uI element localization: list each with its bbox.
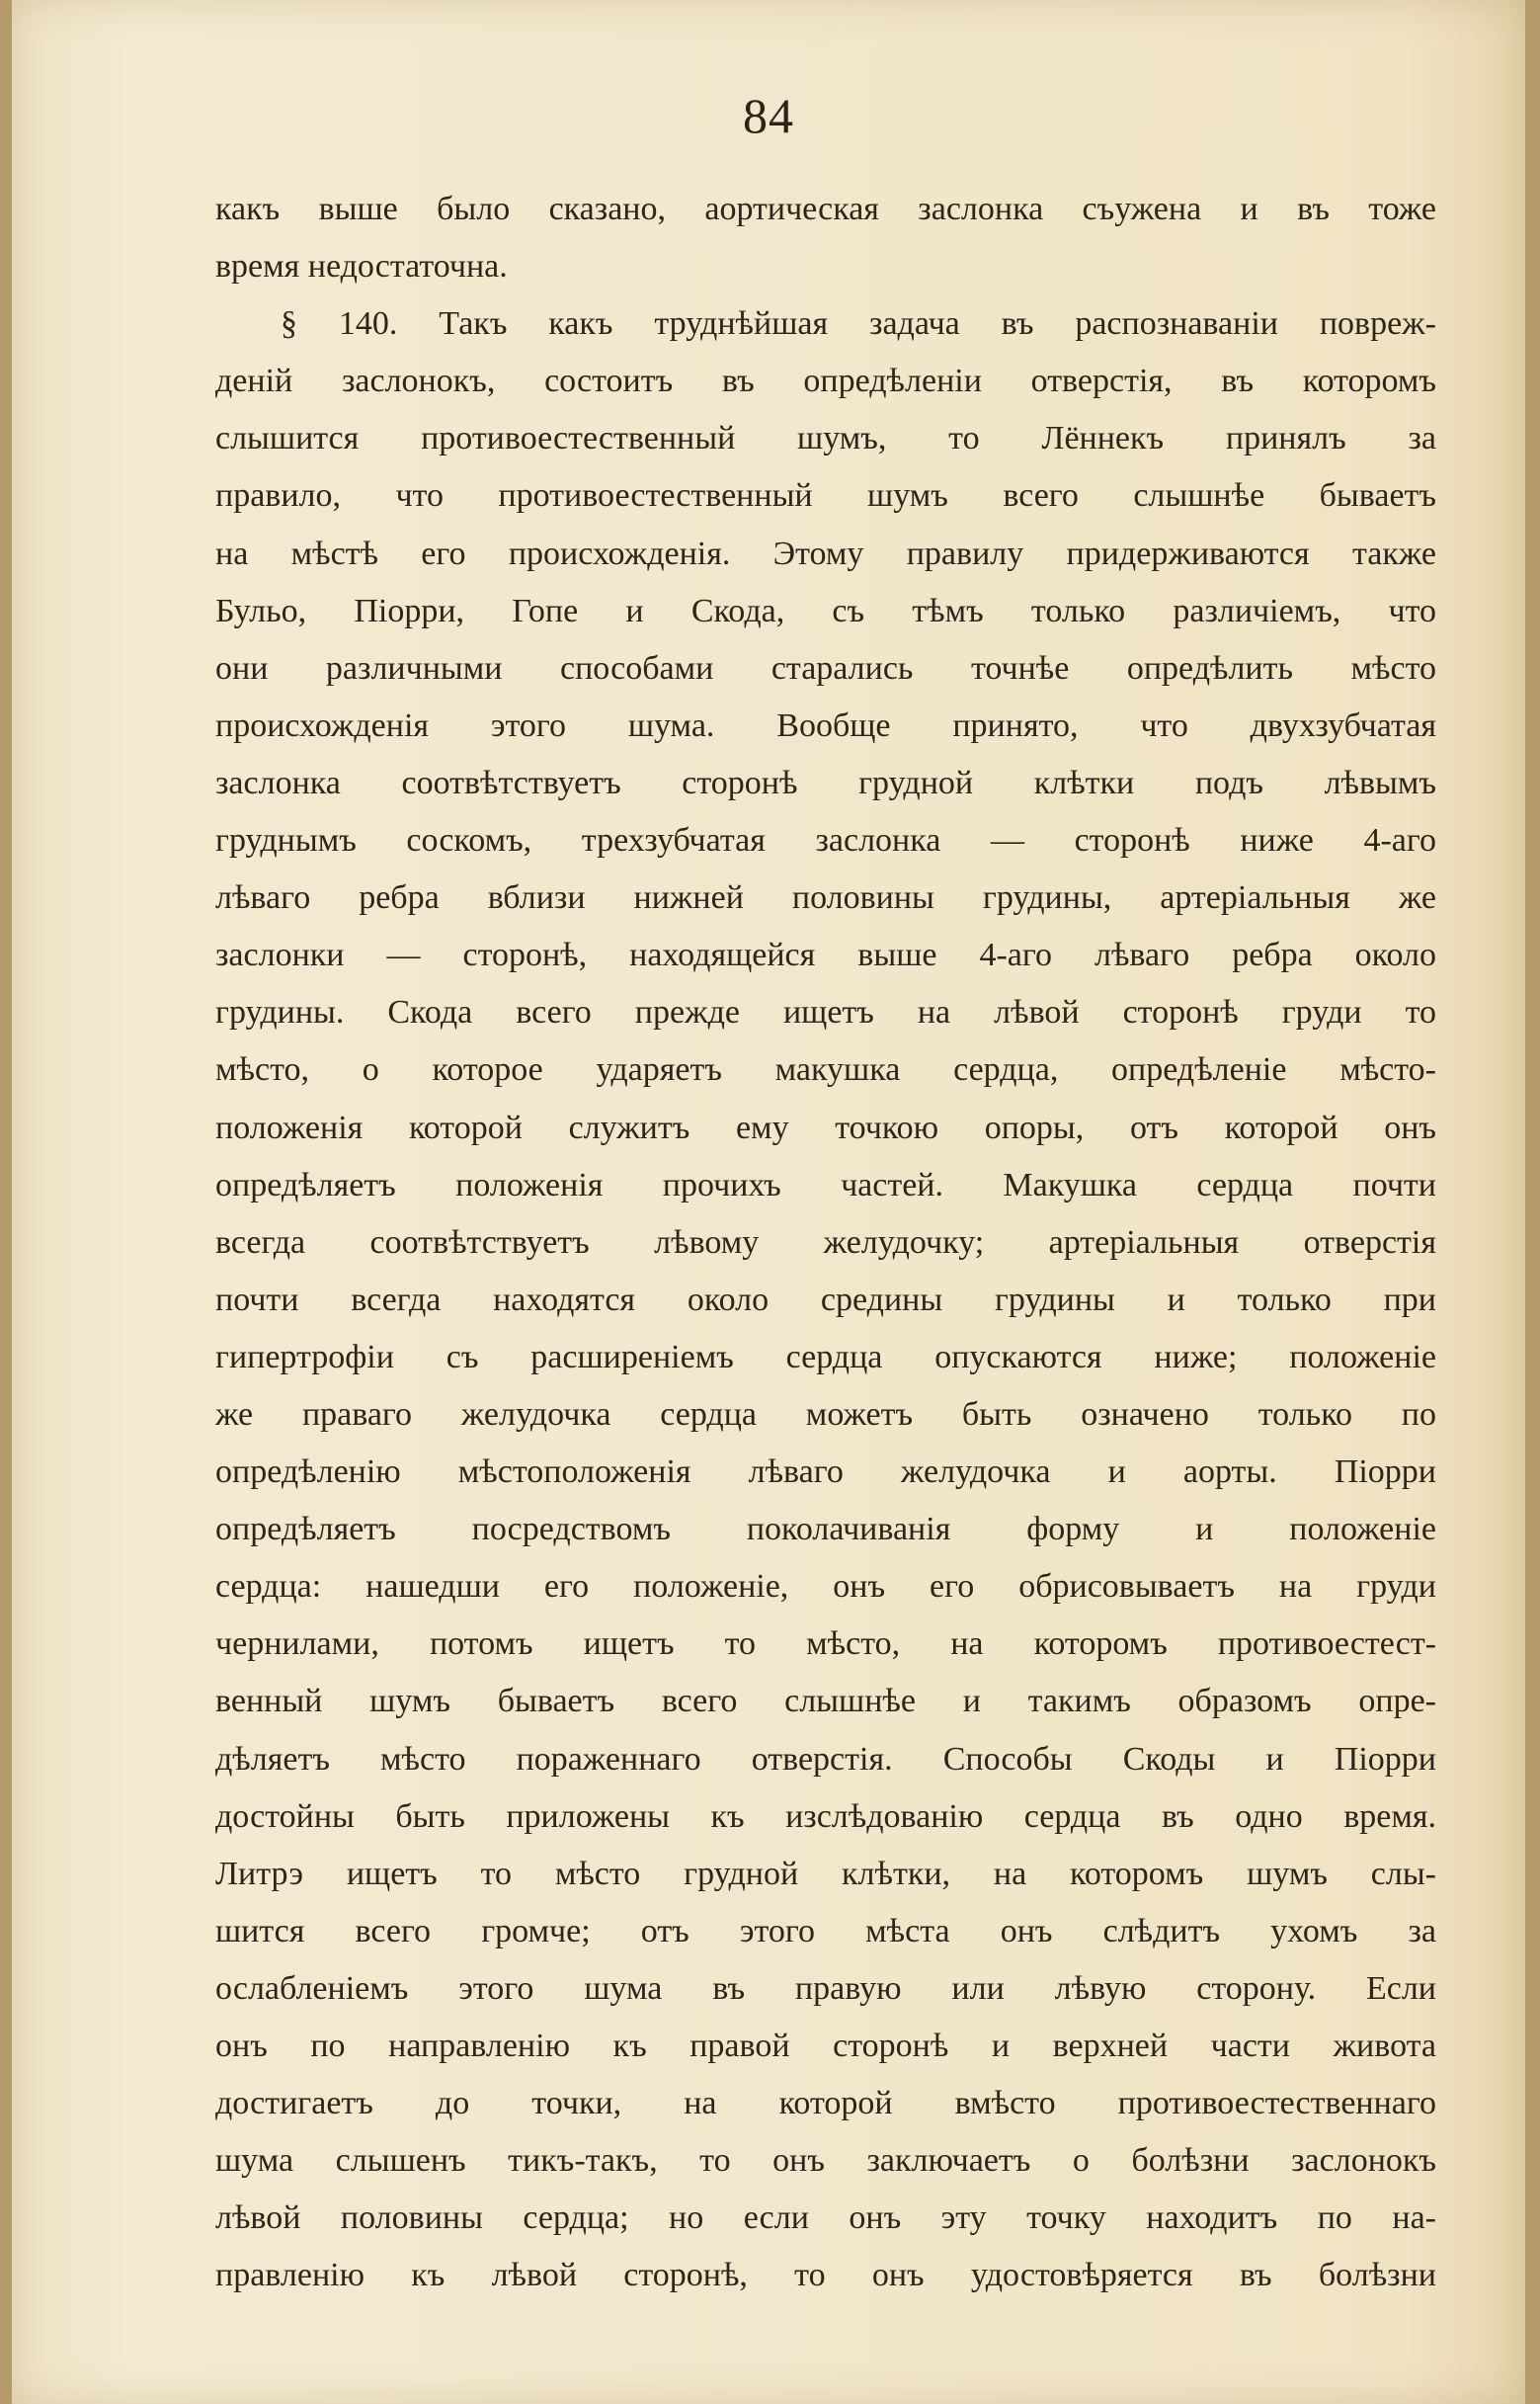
text-line: чернилами, потомъ ищетъ то мѣсто, на которомъ противоестест-: [215, 1625, 1436, 1663]
text-line: же праваго желудочка сердца можетъ быть означено только по: [215, 1395, 1436, 1433]
page-number: 84: [743, 88, 794, 143]
book-page: [12, 0, 1525, 2404]
body-text: [215, 181, 1436, 2304]
text-line: всегда соотвѣтствуетъ лѣвому желудочку; артеріальныя отверстія: [215, 1223, 1436, 1261]
text-line: груднымъ соскомъ, трехзубчатая заслонка — сторонѣ ниже 4-аго: [215, 822, 1436, 860]
text-line: опредѣляетъ положенія прочихъ частей. Макушка сердца почти: [215, 1166, 1436, 1203]
text-line: Литрэ ищетъ то мѣсто грудной клѣтки, на которомъ шумъ слы-: [215, 1855, 1436, 1892]
section-140-first-line: § 140. Такъ какъ труднѣйшая задача въ распознаваніи повреж-: [281, 305, 1436, 343]
text-line: лѣваго ребра вблизи нижней половины грудины, артеріальныя же: [215, 879, 1436, 917]
text-line: лѣвой половины сердца; но если онъ эту точку находитъ по на-: [215, 2199, 1436, 2237]
text-line: онъ по направленію къ правой сторонѣ и верхней части живота: [215, 2028, 1436, 2064]
text-line: венный шумъ бываетъ всего слышнѣе и такимъ образомъ опре-: [215, 1683, 1436, 1720]
text-line: слышится противоестественный шумъ, то Лённекъ принялъ за: [215, 420, 1436, 457]
text-line: заслонка соотвѣтствуетъ сторонѣ грудной клѣтки подъ лѣвымъ: [215, 764, 1436, 801]
text-line: происхожденія этого шума. Вообще принято, что двухзубчатая: [215, 706, 1436, 744]
text-line: они различными способами старались точнѣе опредѣлить мѣсто: [215, 649, 1436, 687]
text-line: сердца: нашедши его положеніе, онъ его обрисовываетъ на груди: [215, 1568, 1436, 1606]
text-line: дѣляетъ мѣсто пораженнаго отверстія. Способы Скоды и Піорри: [215, 1740, 1436, 1778]
text-line: ослабленіемъ этого шума въ правую или лѣвую сторону. Если: [215, 1969, 1436, 2007]
text-line: шится всего громче; отъ этого мѣста онъ слѣдитъ ухомъ за: [215, 1912, 1436, 1949]
text-line: почти всегда находятся около средины грудины и только при: [215, 1281, 1436, 1318]
text-line: достойны быть приложены къ изслѣдованію сердца въ одно время.: [215, 1797, 1436, 1835]
text-line: шума слышенъ тикъ-такъ, то онъ заключаетъ о болѣзни заслонокъ: [215, 2142, 1436, 2180]
text-line: правило, что противоестественный шумъ всего слышнѣе бываетъ: [215, 477, 1436, 515]
text-line: заслонки — сторонѣ, находящейся выше 4-аго лѣваго ребра около: [215, 937, 1436, 974]
text-line: положенія которой служитъ ему точкою опоры, отъ которой онъ: [215, 1109, 1436, 1146]
text-line: мѣсто, о которое ударяетъ макушка сердца, опредѣленіе мѣсто-: [215, 1051, 1436, 1089]
text-line: гипертрофіи съ расширеніемъ сердца опускаются ниже; положеніе: [215, 1338, 1436, 1375]
text-line: деній заслонокъ, состоитъ въ опредѣленіи отверстія, въ которомъ: [215, 363, 1436, 400]
text-line: грудины. Скода всего прежде ищетъ на лѣвой сторонѣ груди то: [215, 994, 1436, 1032]
text-line: опредѣленію мѣстоположенія лѣваго желудочка и аорты. Піорри: [215, 1453, 1436, 1491]
text-line: правленію къ лѣвой сторонѣ, то онъ удостовѣряется въ болѣзни: [215, 2257, 1436, 2294]
text-line: на мѣстѣ его происхожденія. Этому правилу придерживаются также: [215, 535, 1436, 572]
text-line: время недостаточна.: [215, 248, 508, 286]
text-line: опредѣляетъ посредствомъ поколачиванія форму и положеніе: [215, 1511, 1436, 1548]
text-line: Бульо, Піорри, Гопе и Скода, съ тѣмъ только различіемъ, что: [215, 592, 1436, 629]
text-line: какъ выше было сказано, аортическая заслонка съужена и въ тоже: [215, 191, 1436, 227]
text-line: достигаетъ до точки, на которой вмѣсто противоестественнаго: [215, 2085, 1436, 2122]
